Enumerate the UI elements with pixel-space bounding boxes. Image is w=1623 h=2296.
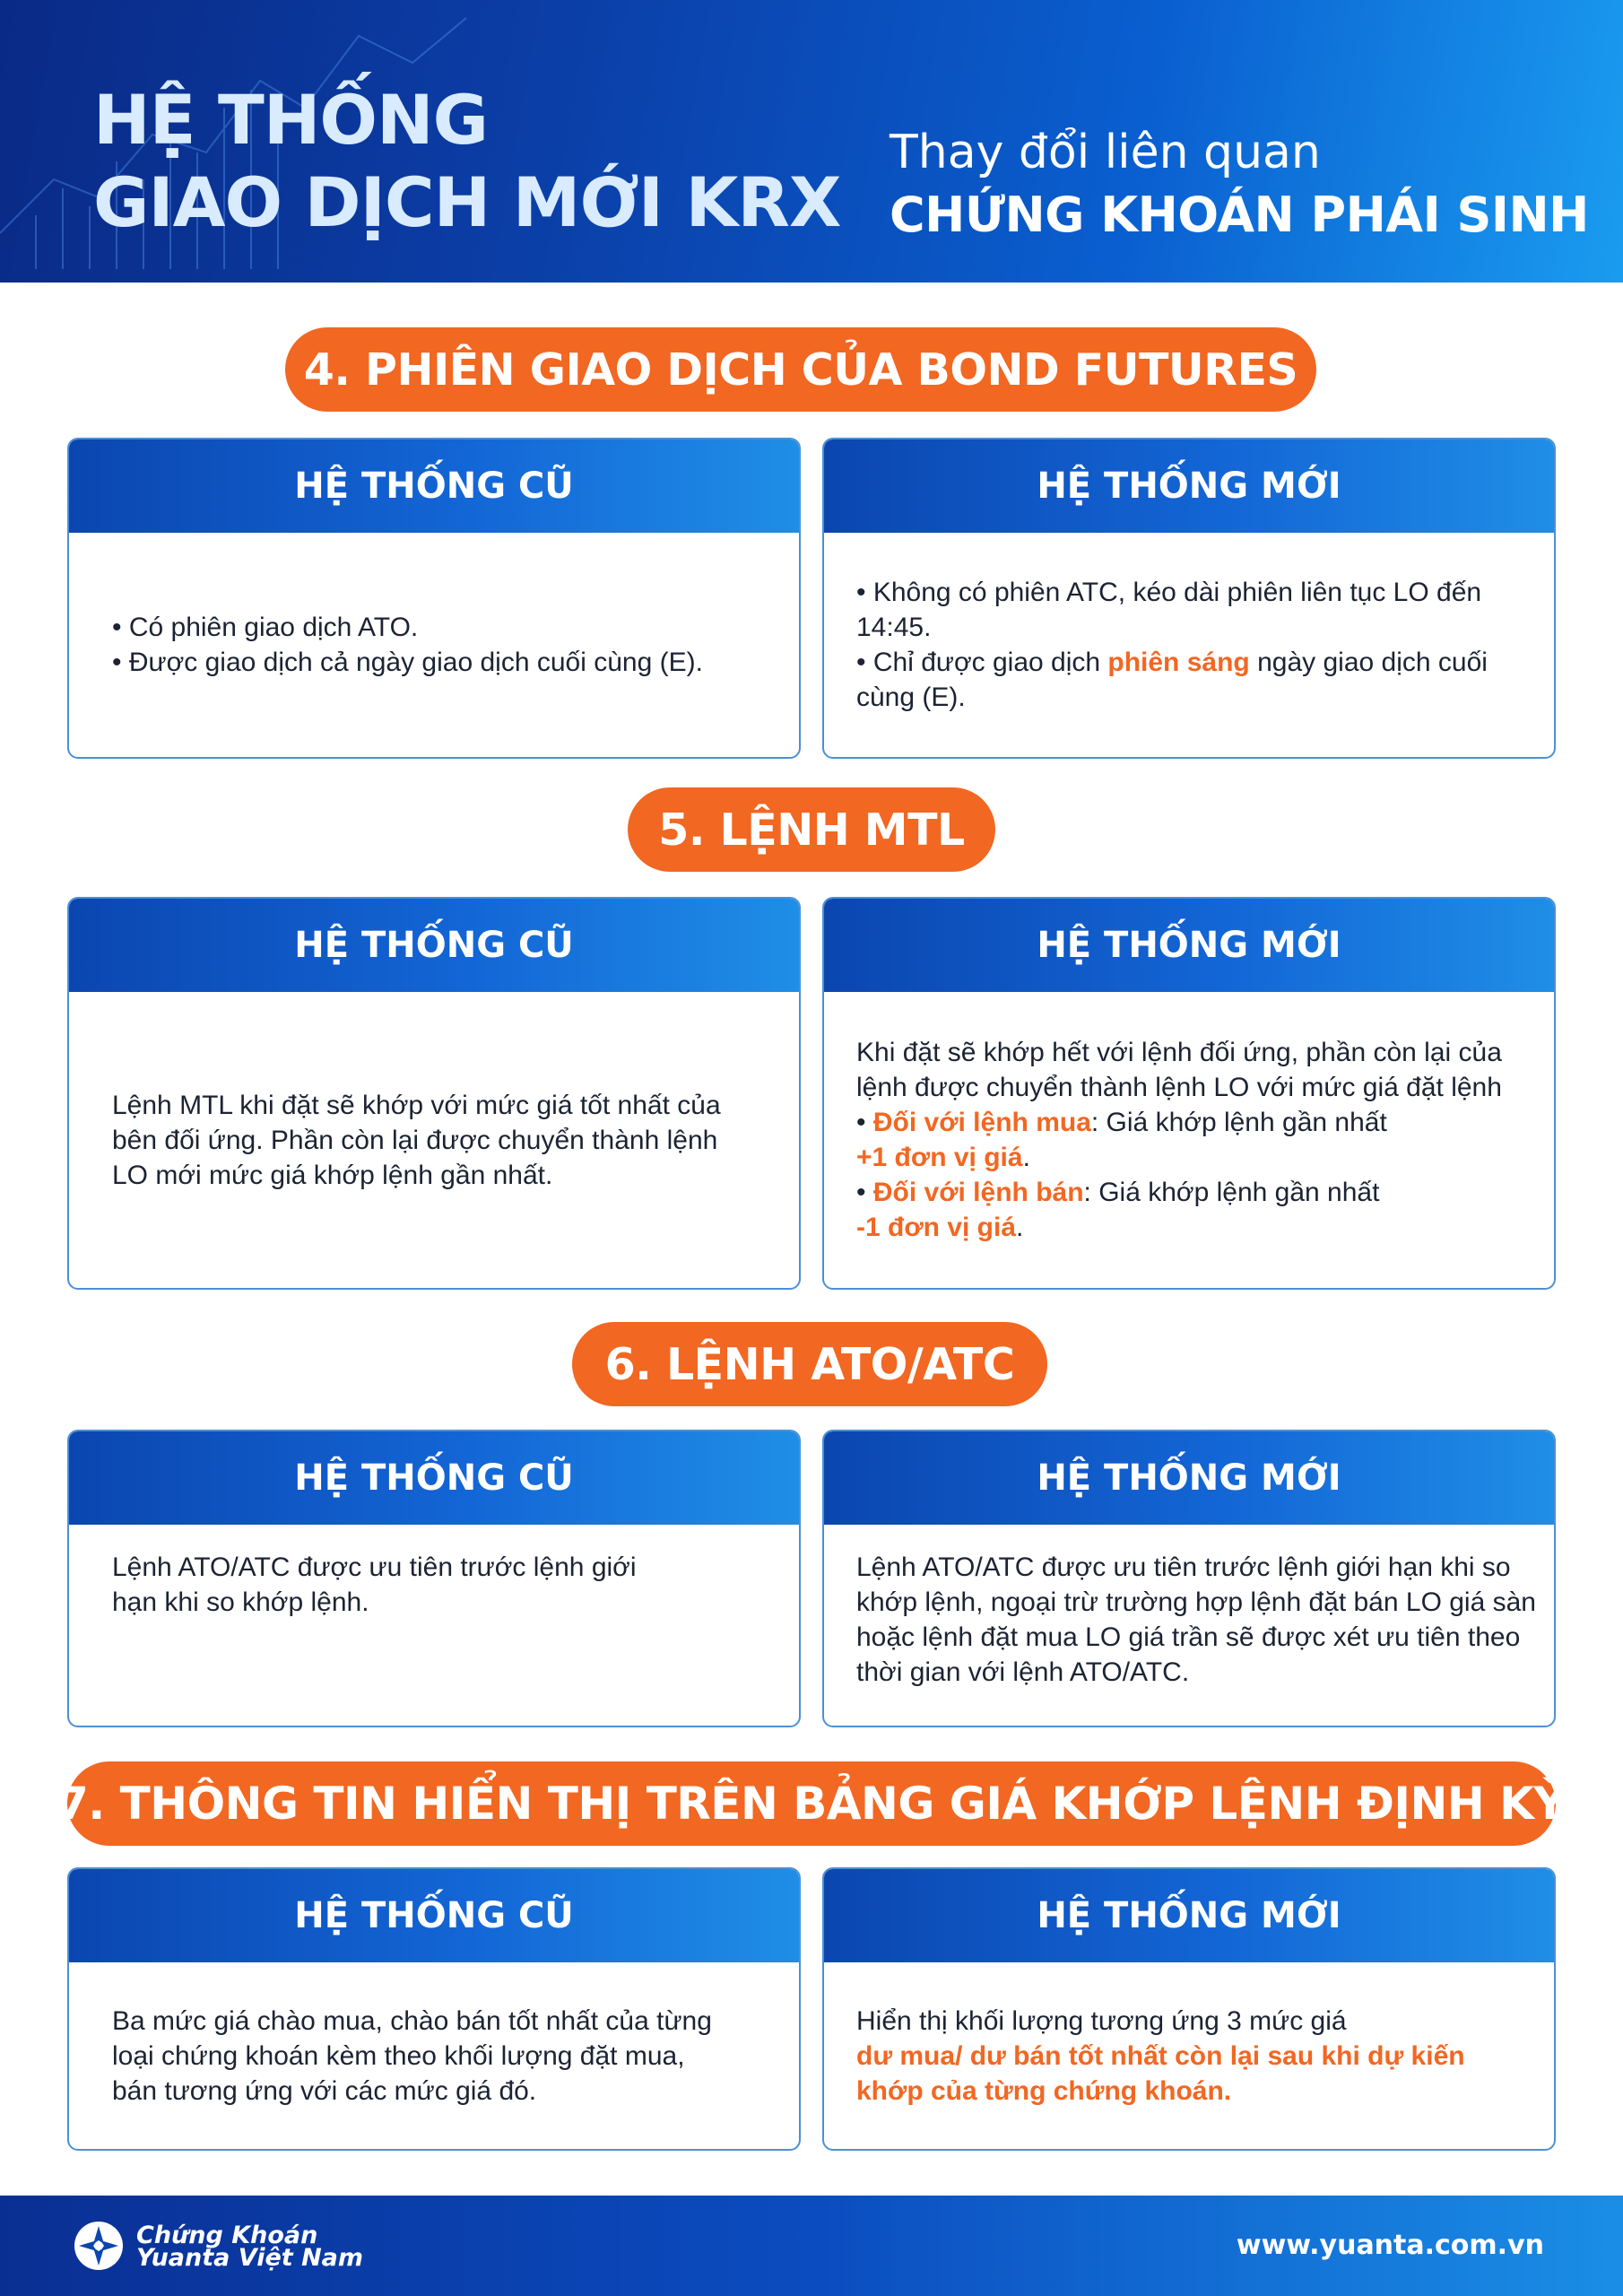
text-segment: : Giá khớp lệnh gần nhất — [1090, 1108, 1387, 1137]
card-text-line: • Không có phiên ATC, kéo dài phiên liên tục LO đến 14:45. — [856, 578, 1482, 642]
card-text: Lệnh MTL khi đặt sẽ khớp với mức giá tốt nhất của bên đối ứng. Phần còn lại được chuyển thành lệnh LO mới mức giá khớp lệnh gần nhất. — [112, 1090, 721, 1190]
section-4-old-card — [67, 438, 801, 759]
brand-line-1: Chứng Khoán — [136, 2222, 318, 2249]
section-4-title: 4. PHIÊN GIAO DỊCH CỦA BOND FUTURES — [285, 327, 1316, 412]
section-7-old-card — [67, 1867, 801, 2151]
highlight-text: dư mua/ dư bán tốt nhất còn lại sau khi dự kiến khớp của từng chứng khoán. — [856, 2040, 1465, 2106]
website-link[interactable]: www.yuanta.com.vn — [1236, 2230, 1544, 2261]
card-heading: HỆ THỐNG MỚI — [824, 899, 1554, 992]
page-header — [0, 0, 1623, 283]
brand-line-2: Yuanta Việt Nam — [136, 2244, 364, 2272]
highlight-text: Đối với lệnh mua — [872, 1108, 1091, 1137]
card-text: Hiển thị khối lượng tương ứng 3 mức giá — [856, 2005, 1347, 2036]
card-heading: HỆ THỐNG CŨ — [69, 899, 799, 992]
card-body — [824, 533, 1554, 757]
title-line-1: HỆ THỐNG — [93, 80, 489, 160]
subtitle-line-1: Thay đổi liên quan — [890, 126, 1321, 179]
card-heading: HỆ THỐNG MỚI — [824, 439, 1554, 533]
card-text: Khi đặt sẽ khớp hết với lệnh đối ứng, phần còn lại của lệnh được chuyển thành lệnh LO với mức giá đặt lệnh — [856, 1038, 1502, 1102]
section-5-title: 5. LỆNH MTL — [628, 787, 995, 872]
highlight-text: -1 đơn vị giá — [856, 1213, 1017, 1242]
text-segment: ngày giao dịch cuối cùng (E). — [856, 648, 1488, 712]
card-text: Lệnh ATO/ATC được ưu tiên trước lệnh giới hạn khi so khớp lệnh, ngoại trừ trường hợp lệnh đặt bán LO giá sàn hoặc lệnh đặt mua LO giá trần sẽ được xét ưu tiên theo thời gian với lệnh ATO/ATC. — [856, 1552, 1536, 1687]
card-body — [824, 992, 1554, 1288]
card-text: Lệnh ATO/ATC được ưu tiên trước lệnh giới hạn khi so khớp lệnh. — [112, 1552, 637, 1617]
card-body — [824, 1962, 1554, 2149]
section-6-old-card — [67, 1430, 801, 1727]
card-heading: HỆ THỐNG CŨ — [69, 1869, 799, 1962]
bullet: • — [856, 1178, 873, 1207]
card-body — [69, 533, 799, 757]
text-segment: : Giá khớp lệnh gần nhất — [1083, 1178, 1380, 1207]
card-body — [69, 992, 799, 1288]
text-segment: • Chỉ được giao dịch — [856, 648, 1108, 677]
section-6-title: 6. LỆNH ATO/ATC — [572, 1322, 1047, 1406]
card-heading: HỆ THỐNG MỚI — [824, 1431, 1554, 1525]
bullet: • — [856, 1108, 873, 1137]
buy-tick-line — [856, 1140, 1523, 1175]
card-body — [69, 1525, 799, 1726]
card-heading: HỆ THỐNG CŨ — [69, 1431, 799, 1525]
sell-tick-line — [856, 1210, 1523, 1245]
highlight-text: phiên sáng — [1107, 648, 1250, 677]
section-6-new-card — [822, 1430, 1556, 1727]
card-body — [69, 1962, 799, 2149]
yuanta-logo-icon — [72, 2219, 126, 2273]
highlight-text: +1 đơn vị giá — [856, 1143, 1023, 1172]
buy-order-line — [856, 1105, 1523, 1140]
card-body — [824, 1525, 1554, 1726]
title-line-2: GIAO DỊCH MỚI KRX — [93, 162, 841, 242]
text-segment: . — [1016, 1213, 1024, 1242]
brand-name — [136, 2222, 364, 2272]
highlight-text: Đối với lệnh bán — [872, 1178, 1084, 1207]
page-title — [93, 79, 841, 244]
card-text: Ba mức giá chào mua, chào bán tốt nhất của từng loại chứng khoán kèm theo khối lượng đặt mua, bán tương ứng với các mức giá đó. — [112, 2005, 712, 2106]
subtitle-line-2: CHỨNG KHOÁN PHÁI SINH — [890, 187, 1589, 243]
card-text-line — [856, 645, 1523, 715]
card-heading: HỆ THỐNG MỚI — [824, 1869, 1554, 1962]
card-heading: HỆ THỐNG CŨ — [69, 439, 799, 533]
sell-order-line — [856, 1175, 1523, 1210]
card-text-line: • Có phiên giao dịch ATO. — [112, 613, 419, 642]
text-segment: . — [1022, 1143, 1030, 1172]
section-7-new-card — [822, 1867, 1556, 2151]
section-5-new-card — [822, 897, 1556, 1290]
section-7-title: 7. THÔNG TIN HIỂN THỊ TRÊN BẢNG GIÁ KHỚP LỆNH ĐỊNH KỲ — [67, 1761, 1556, 1846]
card-text-line: • Được giao dịch cả ngày giao dịch cuối cùng (E). — [112, 648, 703, 677]
section-5-old-card — [67, 897, 801, 1290]
page-footer — [0, 2196, 1623, 2296]
section-4-new-card — [822, 438, 1556, 759]
